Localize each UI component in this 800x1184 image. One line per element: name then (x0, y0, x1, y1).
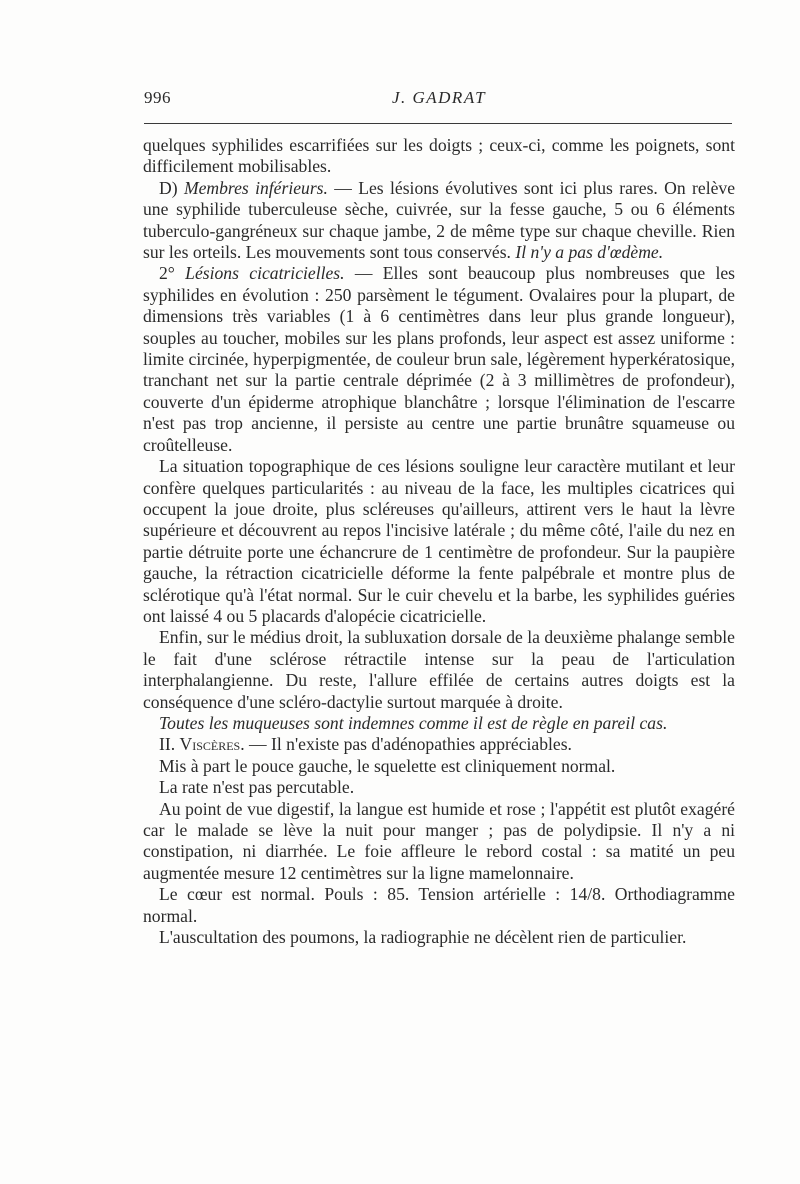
section-marker: 2° (159, 263, 186, 284)
running-title: J. GADRAT (391, 88, 487, 107)
page-number: 996 (144, 88, 171, 107)
section-heading: Viscères. (179, 734, 245, 755)
paragraph-text: Au point de vue digestif, la langue est humide et rose ; l'appétit est plutôt exagéré car le malade se lève la nuit pour manger ; pas de polydipsie. Il n'y a ni constipation, ni diarrhée. Le foie affleure le rebord costal : sa matité un peu augmentée mesure 12 centimètres sur la ligne mamelonnaire. (143, 798, 735, 883)
section-heading: Lésions cicatricielles. (185, 263, 345, 284)
running-head (144, 88, 734, 118)
paragraph-poumons (143, 927, 735, 948)
italic-paragraph-text: Toutes les muqueuses sont indemnes comme il est de règle en pareil cas. (159, 712, 668, 733)
section-marker: II. (159, 734, 180, 755)
paragraph-text: La rate n'est pas percutable. (159, 777, 355, 798)
paragraph-text: — Les lésions évolutives sont ici plus rares. On relève une syphilide tuberculeuse sèche, cuivrée, sur la fesse gauche, 5 ou 6 éléments tuberculo-gangréneux sur chaque jambe, 2 de même type sur chaque cheville. Rien sur les orteils. Les mouvements sont tous conservés. (143, 177, 736, 263)
paragraph-medius-droit (143, 627, 735, 713)
paragraph-lesions-cicatricielles (143, 263, 735, 456)
paragraph-digestif (143, 799, 735, 885)
paragraph-syphilides-doigts (143, 135, 735, 178)
paragraph-situation-topographique (143, 456, 735, 627)
body-text (143, 135, 735, 948)
italic-remark: Il n'y a pas d'œdème. (515, 242, 664, 263)
paragraph-visceres (143, 734, 735, 755)
paragraph-squelette (143, 756, 735, 777)
paragraph-text: La situation topographique de ces lésions souligne leur caractère mutilant et leur confère quelques particularités : au niveau de la face, les multiples cicatrices qui occupent la joue droite, plus scléreuses qu'ailleurs, attirent vers le haut la lèvre supérieure et découvrent au repos l'incisive latérale ; du même côté, l'aile du nez en partie détruite porte une échancrure de 1 centimètre de profondeur. Sur la paupière gauche, la rétraction cicatricielle déforme la fente palpébrale et montre plus de sclérotique qu'à l'état normal. Sur le cuir chevelu et la barbe, les syphilides guéries ont laissé 4 ou 5 placards d'alopécie cicatricielle. (143, 456, 735, 626)
header-rule (144, 123, 732, 124)
paragraph-muqueuses (143, 713, 735, 734)
paragraph-text: — Il n'existe pas d'adénopathies appréciables. (244, 734, 572, 755)
paragraph-membres-inferieurs (143, 178, 735, 264)
paragraph-text: — Elles sont beaucoup plus nombreuses que les syphilides en évolution : 250 parsèment le tégument. Ovalaires pour la plupart, de dimensions très variables (1 à 6 centimètres dans leur plus grande longueur), souples au toucher, mobiles sur les plans profonds, leur aspect est assez uniforme : limite circinée, hyperpigmentée, de couleur brun sale, légèrement hyperkératosique, tranchant net sur la partie centrale déprimée (2 à 3 millimètres de profondeur), couverte d'un épiderme atrophique blanchâtre ; lorsque l'élimination de l'escarre n'est pas trop ancienne, il persiste au centre une partie brunâtre squameuse ou croûtelleuse. (143, 263, 736, 455)
paragraph-text: quelques syphilides escarrifiées sur les doigts ; ceux-ci, comme les poignets, sont difficilement mobilisables. (143, 135, 735, 177)
paragraph-text: L'auscultation des poumons, la radiographie ne décèlent rien de particulier. (159, 927, 687, 948)
paragraph-coeur (143, 884, 735, 927)
paragraph-text: Enfin, sur le médius droit, la subluxation dorsale de la deuxième phalange semble le fait d'une sclérose rétractile intense sur la peau de l'articulation interphalangienne. Du reste, l'allure effilée de certains autres doigts est la conséquence d'une scléro-dactylie surtout marquée à droite. (143, 627, 735, 712)
paragraph-text: Le cœur est normal. Pouls : 85. Tension artérielle : 14/8. Orthodiagramme normal. (143, 884, 735, 926)
section-marker: D) (159, 177, 184, 198)
paragraph-rate (143, 777, 735, 798)
section-heading: Membres inférieurs. (183, 177, 328, 198)
paragraph-text: Mis à part le pouce gauche, le squelette est cliniquement normal. (159, 755, 616, 776)
